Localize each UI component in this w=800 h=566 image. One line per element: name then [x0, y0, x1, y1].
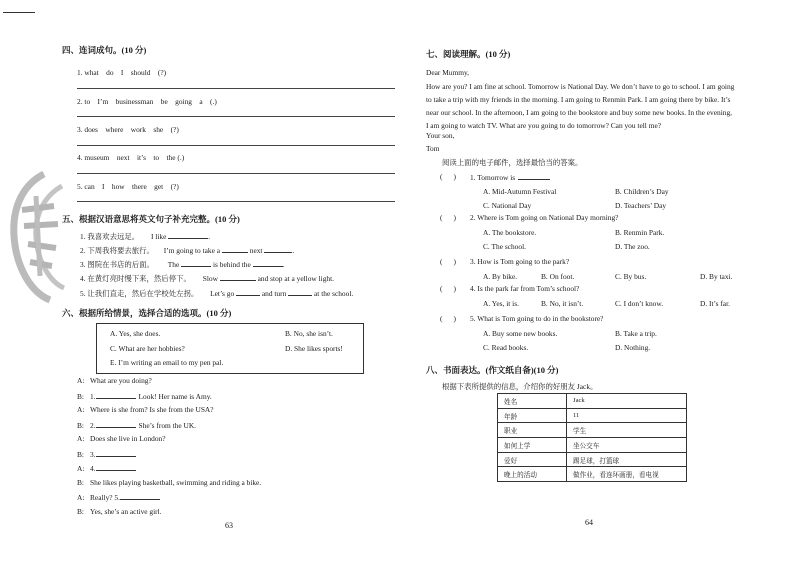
dialogue-text: 1.: [90, 391, 96, 401]
letter-line-3: near our school. In the afternoon, I am going to the bookstore and buy some new books. In the evening,: [426, 108, 733, 117]
section6-title: 六、根据所给情景，选择合适的选项。(10 分): [62, 308, 232, 318]
option[interactable]: A. Mid-Autumn Festival: [483, 187, 557, 196]
jack-info-table: [497, 393, 687, 482]
sec5-zh: 2. 下周我将要去旅行。: [80, 246, 154, 255]
answer-line[interactable]: [77, 116, 395, 117]
fill-blank[interactable]: [168, 231, 211, 241]
table-row: [498, 452, 687, 467]
letter-closing: Your son,: [426, 131, 455, 140]
letter-line-2: to take a trip with my friends in the morning. I am going to Renmin Park. I am going there by bike. It’s: [426, 95, 731, 104]
answer-paren[interactable]: ( ): [440, 172, 457, 181]
sec5-item-5: [80, 288, 353, 299]
option[interactable]: C. The school.: [483, 242, 526, 251]
option[interactable]: B. On foot.: [541, 272, 575, 281]
sec5-en: is behind the: [213, 260, 251, 269]
option[interactable]: A. The bookstore.: [483, 228, 537, 237]
answer-paren[interactable]: ( ): [440, 257, 457, 266]
dialogue-line: [77, 478, 261, 487]
page-number-left: 63: [225, 521, 233, 530]
speaker-label: B:: [77, 449, 84, 459]
fill-blank[interactable]: [253, 259, 283, 267]
sec4-item-1: 1. what do I should (?): [77, 68, 167, 77]
fill-blank[interactable]: [236, 288, 260, 296]
answer-blank[interactable]: [96, 420, 136, 428]
dialogue-text: Where is she from? Is she from the USA?: [90, 405, 214, 414]
dialogue-text: 4.: [90, 464, 96, 473]
answer-line[interactable]: [77, 173, 395, 174]
answer-line[interactable]: [77, 201, 395, 202]
option[interactable]: C. Read books.: [483, 343, 529, 352]
table-label-cell: 姓名: [498, 394, 567, 409]
table-value-cell: 坐公交车: [567, 438, 687, 453]
option-b: B. No, she isn’t.: [285, 329, 333, 338]
option[interactable]: D. It’s far.: [700, 299, 730, 308]
option[interactable]: B. Take a trip.: [615, 329, 657, 338]
table-row: [498, 438, 687, 453]
answer-blank[interactable]: [96, 463, 136, 471]
section5-title: 五、根据汉语意思将英文句子补充完整。(10 分): [62, 214, 240, 224]
dialogue-text: Look! Her name is Amy.: [138, 391, 212, 401]
speaker-label: A:: [77, 405, 85, 414]
option[interactable]: B. No, it isn’t.: [541, 299, 584, 308]
sec5-item-2: [80, 245, 294, 256]
fill-blank[interactable]: [264, 245, 295, 255]
table-label-cell: 年龄: [498, 408, 567, 423]
table-row: [498, 408, 687, 423]
sec5-en: .: [292, 246, 295, 255]
dialogue-text: She’s from the UK.: [138, 420, 197, 430]
option-c: C. What are her hobbies?: [110, 344, 185, 353]
dialogue-line: [77, 507, 162, 516]
sec4-item-5: 5. can I how there get (?): [77, 182, 179, 191]
dialogue-line: [77, 376, 152, 385]
dialogue-text: Yes, she’s an active girl.: [90, 506, 162, 516]
table-label-cell: 如何上学: [498, 438, 567, 453]
letter-line-1: How are you? I am fine at school. Tomorrow is National Day. We don’t have to go to school. I am going: [426, 82, 735, 91]
stamp-watermark: [4, 166, 72, 306]
option[interactable]: D. By taxi.: [700, 272, 733, 281]
answer-blank[interactable]: [120, 492, 160, 500]
sec5-en: Slow: [202, 274, 218, 283]
speaker-label: A:: [77, 464, 85, 473]
fill-blank[interactable]: [222, 245, 248, 253]
answer-paren[interactable]: ( ): [440, 284, 457, 293]
option[interactable]: C. By bus.: [615, 272, 647, 281]
section7-title: 七、阅读理解。(10 分): [426, 49, 511, 59]
sec5-en: The: [167, 260, 180, 269]
dialogue-text: 2.: [90, 420, 96, 430]
option[interactable]: A. Yes, it is.: [483, 299, 519, 308]
answer-line[interactable]: [77, 88, 395, 89]
speaker-label: B:: [77, 477, 84, 487]
dialogue-line: [77, 449, 136, 459]
sec5-en: next: [249, 246, 263, 255]
sec5-item-3: [80, 259, 285, 270]
table-row: [498, 423, 687, 438]
dialogue-line: [77, 405, 214, 414]
dialogue-line: [77, 391, 212, 401]
speaker-label: A:: [77, 493, 85, 502]
letter-salutation: Dear Mummy,: [426, 68, 470, 77]
table-value-cell: 踢足球，打篮球: [567, 452, 687, 467]
answer-paren[interactable]: ( ): [440, 213, 457, 222]
option-d: D. She likes sports!: [285, 344, 343, 353]
option[interactable]: D. The zoo.: [615, 242, 650, 251]
option[interactable]: C. National Day: [483, 201, 532, 210]
table-value-cell: Jack: [567, 394, 687, 409]
letter-signature: Tom: [426, 144, 440, 153]
table-value-cell: 做作业，看连环画册，看电视: [567, 467, 687, 482]
option-e: E. I’m writing an email to my pen pal.: [110, 358, 224, 367]
table-label-cell: 晚上的活动: [498, 467, 567, 482]
sec5-en: .: [282, 260, 285, 269]
writing-instruction: 根据下表所提供的信息，介绍你的好朋友 Jack。: [442, 382, 598, 391]
speaker-label: B:: [77, 391, 84, 401]
sec5-en: .: [208, 232, 211, 241]
speaker-label: B:: [77, 420, 84, 430]
sec5-item-4: [80, 273, 334, 284]
table-value-cell: 学生: [567, 423, 687, 438]
speaker-label: A:: [77, 376, 85, 385]
speaker-label: A:: [77, 434, 85, 443]
sec5-zh: 5. 让我们直走，然后在学校处左拐。: [80, 289, 199, 298]
sec4-item-4: 4. museum next it’s to the (.): [77, 153, 185, 162]
table-row: [498, 467, 687, 482]
answer-line[interactable]: [77, 145, 395, 146]
answer-paren[interactable]: ( ): [440, 314, 457, 323]
option[interactable]: B. Renmin Park.: [615, 228, 665, 237]
question-text: [470, 172, 550, 182]
option[interactable]: A. Buy some new books.: [483, 329, 558, 338]
sec5-en: at the school.: [314, 289, 354, 298]
option[interactable]: D. Nothing.: [615, 343, 651, 352]
dialogue-text: Does she live in London?: [90, 434, 166, 443]
dialogue-line: [77, 420, 196, 430]
option[interactable]: D. Teachers’ Day: [615, 201, 667, 210]
option-a: A. Yes, she does.: [110, 329, 161, 338]
dialogue-text: What are you doing?: [90, 376, 152, 385]
sec5-zh: 3. 图院在书店的后面。: [80, 260, 154, 269]
speaker-label: B:: [77, 506, 84, 516]
question-text: 2. Where is Tom going on National Day morning?: [470, 213, 619, 222]
question-text: 5. What is Tom going to do in the bookstore?: [470, 314, 604, 323]
option[interactable]: C. I don’t know.: [615, 299, 664, 308]
reading-instruction: 阅读上面的电子邮件，选择最恰当的答案。: [442, 158, 583, 167]
sec5-en: and turn: [261, 289, 287, 298]
section4-title: 四、连词成句。(10 分): [62, 45, 147, 55]
dialogue-text: Really? 5.: [90, 493, 120, 502]
sec5-item-1: [80, 231, 210, 242]
sec5-en: I like: [151, 232, 167, 241]
dialogue-text: 3.: [90, 449, 96, 459]
fill-blank[interactable]: [3, 5, 35, 13]
fill-blank[interactable]: [220, 273, 256, 281]
question-text: 3. How is Tom going to the park?: [470, 257, 570, 266]
table-row: [498, 394, 687, 409]
question-text: 4. Is the park far from Tom’s school?: [470, 284, 580, 293]
fill-blank[interactable]: [288, 288, 312, 296]
dialogue-line: [77, 463, 136, 473]
letter-line-4: I am going to watch TV. What are you going to do tomorrow? Can you tell me?: [426, 121, 662, 130]
sec4-item-3: 3. does where work she (?): [77, 125, 179, 134]
fill-blank[interactable]: [181, 259, 211, 267]
dialogue-text: She likes playing basketball, swimming and riding a bike.: [90, 477, 262, 487]
sec4-item-2: 2. to I’m businessman be going a (.): [77, 97, 217, 106]
dialogue-line: [77, 434, 166, 443]
fill-blank[interactable]: [518, 172, 550, 180]
answer-blank[interactable]: [96, 391, 136, 399]
sec5-en: and stop at a yellow light.: [257, 274, 335, 283]
sec5-zh: 1. 我喜欢去远足。: [80, 232, 140, 241]
option[interactable]: A. By bike.: [483, 272, 518, 281]
table-value-cell: 11: [567, 408, 687, 423]
sec5-en: I’m going to take a: [163, 246, 221, 255]
sec5-en: Let’s go: [210, 289, 235, 298]
sec5-zh: 4. 在黄灯亮时慢下来，然后停下。: [80, 274, 191, 283]
page-number-right: 64: [585, 518, 593, 527]
dialogue-line: [77, 492, 160, 502]
option[interactable]: B. Children’s Day: [615, 187, 669, 196]
table-label-cell: 爱好: [498, 452, 567, 467]
answer-blank[interactable]: [96, 449, 136, 457]
question-text: 1. Tomorrow is: [470, 173, 516, 182]
table-label-cell: 职业: [498, 423, 567, 438]
section8-title: 八、书面表达。(作文纸自备)(10 分): [426, 365, 559, 375]
